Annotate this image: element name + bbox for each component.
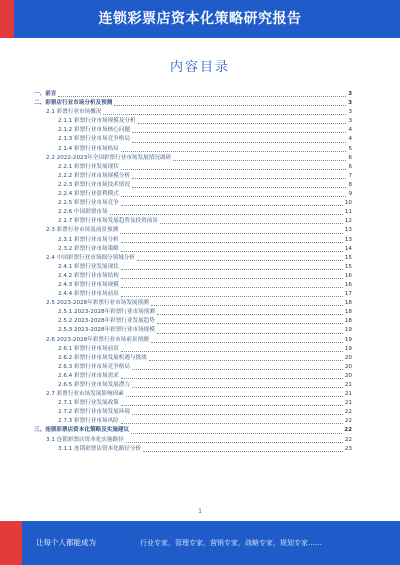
- toc-entry-page: 17: [344, 291, 352, 298]
- toc-entry-title: 2.2.1 彩票行业发展现状: [58, 163, 119, 170]
- toc-leader-dots: [138, 123, 347, 124]
- toc-entry[interactable]: [34, 254, 352, 263]
- toc-entry-page: 19: [344, 336, 352, 343]
- footer-bar: [0, 521, 400, 565]
- toc-entry[interactable]: [34, 326, 352, 335]
- toc-entry-title: 三、连锁彩票店资本化策略及实施建议: [34, 427, 130, 434]
- toc-entry[interactable]: [34, 445, 352, 454]
- toc-entry[interactable]: [34, 217, 352, 226]
- toc-leader-dots: [121, 242, 343, 243]
- toc-leader-dots: [149, 360, 343, 361]
- toc-entry-page: 11: [344, 209, 352, 216]
- toc-entry-page: 22: [344, 409, 352, 416]
- toc-entry-page: 21: [344, 382, 352, 388]
- toc-entry[interactable]: [34, 181, 352, 190]
- toc-leader-dots: [160, 223, 343, 224]
- toc-entry-page: 3: [348, 118, 352, 125]
- toc-entry-page: 8: [348, 181, 352, 188]
- toc-leader-dots: [157, 333, 343, 334]
- toc-entry[interactable]: [34, 436, 352, 445]
- toc-entry-page: 22: [344, 418, 352, 425]
- toc-entry-page: 12: [344, 218, 352, 225]
- toc-entry-title: 2.4.4 彩票行业市场前景: [58, 291, 119, 298]
- toc-leader-dots: [121, 278, 343, 279]
- toc-leader-dots: [114, 105, 346, 106]
- toc-leader-dots: [121, 296, 343, 297]
- toc-entry[interactable]: [34, 281, 352, 290]
- toc-leader-dots: [126, 442, 343, 443]
- toc-entry-page: 14: [344, 245, 352, 252]
- header-bar: [0, 0, 400, 38]
- toc-entry-title: 2.1.4 彩票行业市场格局: [58, 145, 119, 152]
- toc-entry-title: 2.6.2 彩票行业市场发展机遇与挑战: [58, 354, 147, 361]
- toc-leader-dots: [121, 196, 347, 197]
- toc-leader-dots: [121, 251, 343, 252]
- toc-entry-page: 15: [344, 254, 352, 261]
- toc-entry[interactable]: [34, 108, 352, 117]
- toc-entry-title: 3.1.1 连锁彩票店资本化路径分析: [58, 445, 142, 452]
- toc-entry-page: 21: [344, 400, 352, 407]
- toc-entry-page: 5: [348, 145, 352, 152]
- document-title: 连锁彩票店资本化策略研究报告: [98, 11, 302, 27]
- toc-leader-dots: [120, 233, 343, 234]
- toc-entry-title: 2.4.2 彩票行业市场结构: [58, 272, 119, 279]
- toc-leader-dots: [121, 405, 343, 406]
- toc-leader-dots: [132, 142, 346, 143]
- toc-entry-page: 6: [348, 163, 352, 170]
- toc-leader-dots: [151, 305, 343, 306]
- toc-leader-dots: [173, 160, 346, 161]
- toc-entry-title: 2.4.1 彩票行业发展现状: [58, 263, 119, 270]
- toc-entry-page: 10: [344, 200, 352, 207]
- toc-leader-dots: [132, 414, 343, 415]
- toc-entry[interactable]: [34, 145, 352, 154]
- toc-leader-dots: [132, 178, 346, 179]
- toc-entry[interactable]: [34, 236, 352, 245]
- toc-entry-title: 2.7.3 彩票行业市场风险: [58, 418, 119, 425]
- toc-entry[interactable]: [34, 336, 352, 345]
- toc-entry[interactable]: [34, 381, 352, 390]
- toc-entry-page: 18: [344, 309, 352, 316]
- toc-entry[interactable]: [34, 245, 352, 254]
- toc-entry-title: 2.1.3 彩票行业市场竞争格局: [58, 136, 130, 143]
- toc-entry-title: 2.5.1 2023-2028年彩票行业市场预测: [58, 309, 155, 316]
- toc-entry-title: 2.2.7 彩票行业市场发展趋势及投资前景: [58, 218, 158, 225]
- toc-leader-dots: [157, 323, 343, 324]
- toc-entry-title: 2.1.2 彩票行业市场核心问题: [58, 127, 130, 134]
- toc-entry[interactable]: [34, 190, 352, 199]
- toc-leader-dots: [132, 369, 343, 370]
- toc-entry-title: 2.6.5 彩票行业市场发展潜力: [58, 382, 130, 388]
- toc-leader-dots: [58, 96, 346, 97]
- toc-entry-page: 18: [344, 318, 352, 325]
- toc-entry-title: 2.7.2 彩票行业市场发展环境: [58, 409, 130, 416]
- toc-entry-title: 一、前言: [34, 91, 57, 97]
- toc-entry-title: 2.1.1 彩票行业市场规模及分析: [58, 118, 136, 125]
- toc-entry-page: 16: [344, 272, 352, 279]
- toc-entry-page: 22: [344, 436, 352, 443]
- toc-entry-title: 2.2.5 彩票行业市场竞争: [58, 200, 119, 207]
- toc-entry-page: 23: [344, 445, 352, 452]
- toc-entry-title: 2.2.4 彩票行业盈利模式: [58, 191, 119, 198]
- toc-entry-page: 20: [344, 363, 352, 370]
- toc-entry-page: 7: [348, 172, 352, 179]
- toc-entry-page: 16: [344, 281, 352, 288]
- toc-leader-dots: [110, 214, 343, 215]
- toc-entry-page: 22: [344, 427, 352, 434]
- toc-entry-title: 2.6.4 彩票行业市场需求: [58, 372, 119, 379]
- toc-leader-dots: [121, 378, 343, 379]
- toc-entry[interactable]: [34, 272, 352, 281]
- toc-entry-title: 2.5.3 2023-2028年彩票行业市场规模: [58, 327, 155, 334]
- toc-leader-dots: [121, 269, 343, 270]
- toc-entry-title: 2.6.3 彩票行业市场竞争格局: [58, 363, 130, 370]
- toc-entry-page: 15: [344, 263, 352, 270]
- toc-entry[interactable]: [34, 399, 352, 408]
- toc-entry-page: 6: [348, 154, 352, 161]
- toc-entry-page: 3: [348, 100, 352, 107]
- toc-entry[interactable]: [34, 426, 352, 435]
- toc-leader-dots: [132, 187, 346, 188]
- toc-entry-title: 2.5.2 2023-2028年彩票行业发展趋势: [58, 318, 155, 325]
- toc-entry-page: 3: [348, 109, 352, 116]
- toc-entry[interactable]: [34, 135, 352, 144]
- toc-entry[interactable]: [34, 99, 352, 108]
- toc-entry-title: 二、彩票店行业市场分析及预测: [34, 100, 113, 107]
- toc-entry-page: 13: [344, 227, 352, 234]
- toc-leader-dots: [121, 169, 347, 170]
- footer-services: 行业专家，管理专家，营销专家，战略专家，规划专家……: [140, 539, 322, 547]
- toc-entry[interactable]: [34, 354, 352, 363]
- toc-entry-title: 2.3 彩票行业市场及前景预测: [46, 227, 119, 234]
- toc-leader-dots: [131, 433, 342, 434]
- toc-entry[interactable]: [34, 126, 352, 135]
- toc-entry-title: 2.3.1 彩票行业市场分析: [58, 236, 119, 243]
- page-number: 1: [198, 508, 202, 515]
- toc-leader-dots: [137, 260, 343, 261]
- toc-entry-title: 2.2.2 彩票行业市场规模分析: [58, 172, 130, 179]
- toc-entry-page: 13: [344, 236, 352, 243]
- footer-slogan: 让每个人都能成为: [36, 538, 96, 547]
- toc-leader-dots: [157, 314, 343, 315]
- toc-entry-page: 19: [344, 345, 352, 352]
- toc-entry-page: 3: [348, 91, 352, 97]
- toc-entry[interactable]: [34, 208, 352, 217]
- toc-entry-title: 2.2 2022-2023年全国彩票行业市场发展情况调研: [46, 154, 172, 161]
- toc-entry-title: 3.1 连锁彩票店资本化实施路径: [46, 436, 124, 443]
- toc-entry-title: 2.3.2 彩票行业市场策略: [58, 245, 119, 252]
- toc-entry-title: 2.2.3 彩票行业市场技术情况: [58, 181, 130, 188]
- toc-entry[interactable]: [34, 199, 352, 208]
- toc-leader-dots: [121, 151, 347, 152]
- toc-entry-page: 20: [344, 354, 352, 361]
- toc-entry[interactable]: [34, 345, 352, 354]
- toc-entry-title: 2.2.6 中国彩票市场: [58, 209, 108, 216]
- toc-leader-dots: [103, 114, 346, 115]
- toc-leader-dots: [121, 205, 343, 206]
- toc-entry-page: 19: [344, 327, 352, 334]
- toc-entry-page: 9: [348, 191, 352, 198]
- toc-entry-title: 2.7 彩票行业市场发展影响因素: [46, 391, 124, 398]
- toc-entry[interactable]: [34, 408, 352, 417]
- toc-entry-title: 2.6.1 彩票行业市场前景: [58, 345, 119, 352]
- toc-entry-title: 2.4 中国彩票行业市场细分领域分析: [46, 254, 135, 261]
- table-of-contents: [34, 90, 352, 454]
- toc-entry-page: 20: [344, 372, 352, 379]
- toc-entry[interactable]: [34, 154, 352, 163]
- toc-entry-title: 2.5 2023-2028年彩票行业市场发展预测: [46, 300, 149, 307]
- toc-entry-page: 18: [344, 300, 352, 307]
- toc-entry-title: 2.6 2023-2028年彩票行业市场前景预测: [46, 336, 149, 343]
- toc-entry[interactable]: [34, 226, 352, 235]
- toc-entry[interactable]: [34, 117, 352, 126]
- toc-leader-dots: [121, 423, 343, 424]
- toc-entry-page: 4: [348, 136, 352, 143]
- toc-entry[interactable]: [34, 390, 352, 399]
- toc-leader-dots: [143, 451, 343, 452]
- toc-entry[interactable]: [34, 90, 352, 99]
- toc-leader-dots: [121, 351, 343, 352]
- toc-entry[interactable]: [34, 263, 352, 272]
- footer-accent-stripe: [0, 521, 22, 565]
- toc-entry-title: 2.7.1 彩票行业发展政策: [58, 400, 119, 407]
- toc-entry[interactable]: [34, 308, 352, 317]
- toc-entry[interactable]: [34, 363, 352, 372]
- toc-entry-page: 4: [348, 127, 352, 134]
- toc-leader-dots: [132, 387, 343, 388]
- toc-entry[interactable]: [34, 417, 352, 426]
- toc-entry[interactable]: [34, 163, 352, 172]
- toc-entry[interactable]: [34, 172, 352, 181]
- toc-entry[interactable]: [34, 299, 352, 308]
- toc-leader-dots: [121, 287, 343, 288]
- toc-entry[interactable]: [34, 290, 352, 299]
- toc-leader-dots: [132, 132, 346, 133]
- toc-entry-title: 2.1 彩票行业市场概况: [46, 109, 102, 116]
- toc-entry-page: 21: [344, 391, 352, 398]
- toc-leader-dots: [126, 396, 343, 397]
- toc-entry[interactable]: [34, 317, 352, 326]
- toc-entry-title: 2.4.3 彩票行业市场规模: [58, 281, 119, 288]
- toc-leader-dots: [151, 342, 343, 343]
- toc-entry[interactable]: [34, 372, 352, 381]
- toc-heading: 内容目录: [169, 60, 230, 75]
